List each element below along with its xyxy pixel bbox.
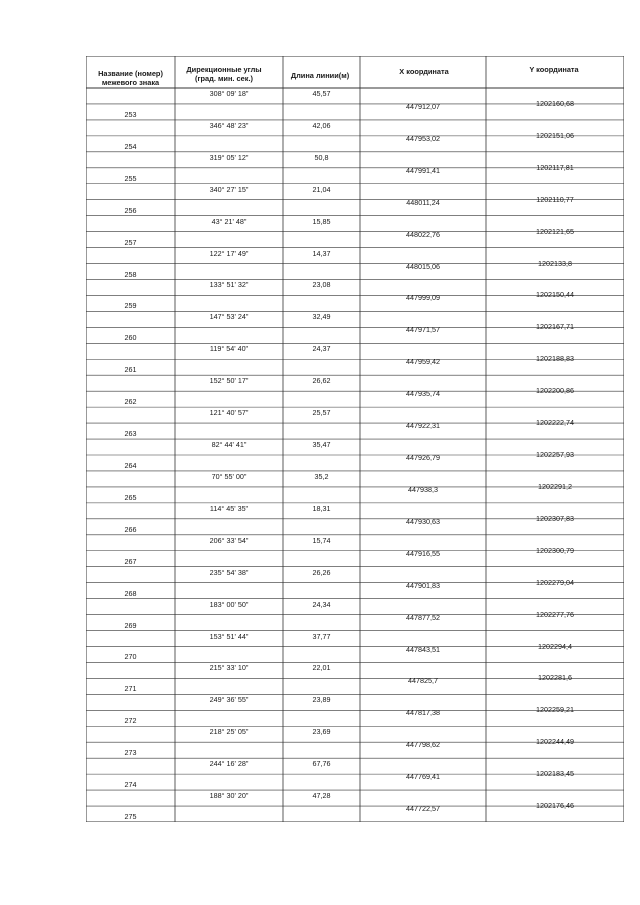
line-length: 15,74 <box>312 535 331 545</box>
x-coordinate: 447825,7 <box>408 676 438 686</box>
line-length: 21,04 <box>312 184 331 194</box>
line-length: 67,76 <box>312 759 331 769</box>
x-coordinate: 448022,76 <box>406 229 440 239</box>
x-coordinate: 447999,09 <box>406 293 440 303</box>
x-coordinate: 447843,51 <box>406 644 440 654</box>
direction-angle: 114° 45' 35" <box>209 503 249 513</box>
line-length: 24,34 <box>312 599 331 609</box>
y-coordinate: 1202188,83 <box>536 354 574 364</box>
x-coordinate: 447912,07 <box>406 102 440 111</box>
x-coordinate: 447953,02 <box>406 133 440 143</box>
y-coordinate: 1202200,86 <box>536 386 574 396</box>
point-name: 268 <box>124 588 137 598</box>
x-coordinate: 447959,42 <box>406 357 440 367</box>
direction-angle: 215° 33' 10" <box>209 663 249 673</box>
point-name: 275 <box>124 812 137 822</box>
line-length: 14,37 <box>312 248 331 258</box>
line-length: 45,57 <box>312 89 331 98</box>
direction-angle: 340° 27' 15" <box>209 184 249 194</box>
y-coordinate: 1202176,46 <box>536 801 574 811</box>
y-coordinate: 1202279,04 <box>536 577 574 587</box>
y-coordinate: 1202307,83 <box>536 513 574 523</box>
line-length: 15,85 <box>312 216 331 226</box>
direction-angle: 133° 51' 32" <box>209 280 249 290</box>
point-name: 258 <box>124 269 137 279</box>
y-coordinate: 1202259,21 <box>536 705 574 715</box>
direction-angle: 183° 00' 50" <box>209 599 249 609</box>
line-length: 42,06 <box>312 120 331 130</box>
line-length: 23,89 <box>312 695 331 705</box>
line-length: 18,31 <box>312 503 331 513</box>
y-coordinate: 1202277,76 <box>536 609 574 619</box>
point-name: 255 <box>124 173 137 183</box>
point-name: 259 <box>124 301 137 311</box>
direction-angle: 152° 50' 17" <box>209 376 249 386</box>
x-coordinate: 447935,74 <box>406 389 440 399</box>
y-coordinate: 1202257,93 <box>536 450 574 460</box>
point-name: 262 <box>124 397 137 407</box>
x-coordinate: 447971,57 <box>406 325 440 335</box>
x-coordinate: 447817,38 <box>406 708 440 718</box>
direction-angle: 308° 09' 18" <box>209 89 249 98</box>
point-name: 269 <box>124 620 137 630</box>
y-coordinate: 1202151,06 <box>536 130 574 140</box>
y-coordinate: 1202244,49 <box>536 737 574 747</box>
y-coordinate: 1202294,4 <box>538 641 572 651</box>
point-name: 260 <box>124 333 137 343</box>
x-coordinate: 448015,06 <box>406 261 440 271</box>
point-name: 257 <box>124 237 137 247</box>
line-length: 50,8 <box>314 152 329 162</box>
point-name: 272 <box>124 716 137 726</box>
line-length: 24,37 <box>312 344 331 354</box>
direction-angle: 121° 40' 57" <box>209 408 249 418</box>
y-coordinate: 1202183,45 <box>536 769 574 779</box>
x-coordinate: 447926,79 <box>406 453 440 463</box>
point-name: 264 <box>124 461 137 470</box>
line-length: 26,62 <box>312 376 331 386</box>
header-length: Длина линии(м) <box>290 71 350 80</box>
y-coordinate: 1202291,2 <box>538 481 572 491</box>
line-length: 26,26 <box>312 567 331 577</box>
line-length: 23,69 <box>312 727 331 737</box>
y-coordinate: 1202160,68 <box>536 99 574 108</box>
direction-angle: 218° 25' 05" <box>209 727 249 737</box>
x-coordinate: 447798,62 <box>406 740 440 750</box>
x-coordinate: 447877,52 <box>406 612 440 622</box>
x-coordinate: 447916,55 <box>406 548 440 558</box>
header-x: X координата <box>399 67 449 76</box>
y-coordinate: 1202133,8 <box>538 258 572 268</box>
direction-angle: 119° 54' 40" <box>209 344 249 354</box>
line-length: 32,49 <box>312 312 331 322</box>
direction-angle: 153° 51' 44" <box>209 631 249 641</box>
x-coordinate: 447938,3 <box>408 484 438 494</box>
x-coordinate: 447769,41 <box>406 772 440 782</box>
y-coordinate: 1202121,65 <box>536 226 574 236</box>
point-name: 261 <box>124 365 137 375</box>
direction-angle: 346° 48' 23" <box>209 120 249 130</box>
coordinates-table <box>86 56 624 822</box>
point-name: 263 <box>124 429 137 439</box>
y-coordinate: 1202117,81 <box>536 162 574 172</box>
x-coordinate: 447930,63 <box>406 516 440 526</box>
x-coordinate: 447991,41 <box>406 165 440 175</box>
point-name: 267 <box>124 556 137 566</box>
point-name: 273 <box>124 748 137 758</box>
point-name: 274 <box>124 780 137 790</box>
line-length: 35,47 <box>312 440 331 450</box>
point-name: 254 <box>124 141 137 151</box>
line-length: 25,57 <box>312 408 331 418</box>
direction-angle: 319° 05' 12" <box>209 152 249 162</box>
point-name: 253 <box>124 109 137 119</box>
direction-angle: 147° 53' 24" <box>209 312 249 322</box>
y-coordinate: 1202222,74 <box>536 418 574 428</box>
direction-angle: 122° 17' 49" <box>209 248 249 258</box>
line-length: 47,28 <box>312 791 331 801</box>
line-length: 37,77 <box>312 631 331 641</box>
direction-angle: 82° 44' 41" <box>211 440 247 450</box>
line-length: 35,2 <box>314 471 329 481</box>
direction-angle: 188° 30' 20" <box>209 791 249 801</box>
point-name: 265 <box>124 492 137 502</box>
y-coordinate: 1202300,79 <box>536 545 574 555</box>
x-coordinate: 447922,31 <box>406 421 440 431</box>
x-coordinate: 447901,83 <box>406 580 440 590</box>
y-coordinate: 1202110,77 <box>536 194 574 204</box>
x-coordinate: 447722,57 <box>406 804 440 814</box>
line-length: 22,01 <box>312 663 331 673</box>
direction-angle: 235° 54' 38" <box>209 567 249 577</box>
x-coordinate: 448011,24 <box>406 197 440 207</box>
point-name: 271 <box>124 684 137 694</box>
header-angle: Дирекционные углы (град. мин. сек.) <box>186 65 262 83</box>
header-y: Y координата <box>529 65 579 74</box>
direction-angle: 43° 21' 48" <box>211 216 247 226</box>
line-length: 23,08 <box>312 280 331 290</box>
y-coordinate: 1202281,6 <box>538 673 572 683</box>
point-name: 266 <box>124 524 137 534</box>
y-coordinate: 1202150,44 <box>536 290 574 300</box>
header-name: Название (номер) межевого знака <box>98 69 163 87</box>
direction-angle: 206° 33' 54" <box>209 535 249 545</box>
direction-angle: 70° 55' 00" <box>211 471 247 481</box>
point-name: 256 <box>124 205 137 215</box>
y-coordinate: 1202167,71 <box>536 322 574 332</box>
direction-angle: 244° 16' 28" <box>209 759 249 769</box>
point-name: 270 <box>124 652 137 662</box>
direction-angle: 249° 36' 55" <box>209 695 249 705</box>
